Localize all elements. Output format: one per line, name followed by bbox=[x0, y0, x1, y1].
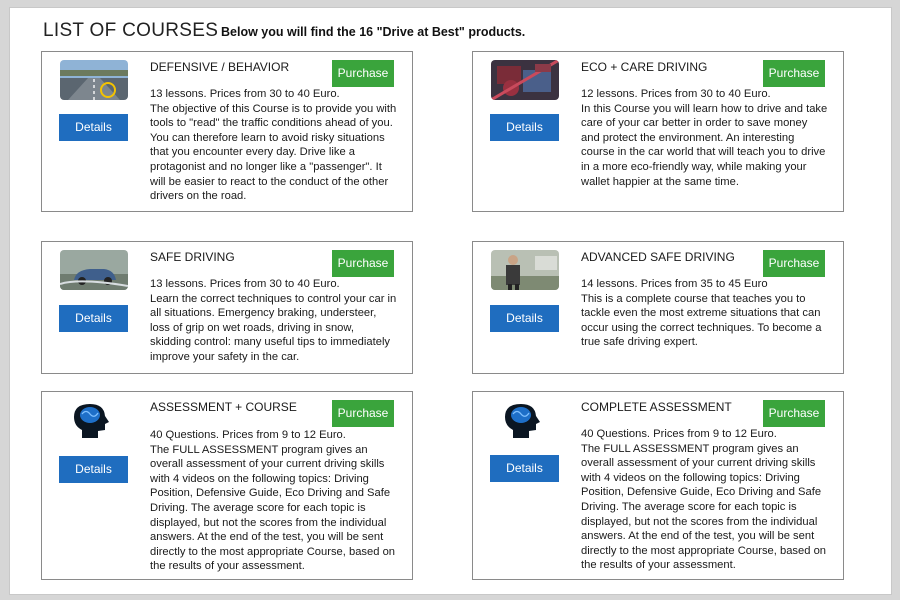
course-description-text: The FULL ASSESSMENT program gives an overall assessment of your current driving skills with 4 videos on the following topics: Driving Position, Defensive Guide, Eco Driving and Safe Driving. The average score for each topic is displayed, but not the scores from the individual answers. At the end of the test, you will be sent directly to the most appropriate Course, based on the results of your assessment. bbox=[581, 442, 827, 572]
course-description-text: This is a complete course that teaches you to tackle even the most extreme situations that can occur using the correct techniques. To become a true safe driving expert. bbox=[581, 292, 822, 349]
course-card-complete-assessment bbox=[472, 391, 844, 580]
instructor-icon bbox=[491, 250, 559, 290]
course-lessons: 13 lessons. Prices from 30 to 40 Euro. bbox=[150, 278, 340, 290]
course-title: COMPLETE ASSESSMENT bbox=[581, 400, 732, 414]
brain-head-icon bbox=[491, 400, 559, 440]
course-description bbox=[150, 428, 398, 574]
course-title: ASSESSMENT + COURSE bbox=[150, 400, 297, 414]
purchase-button[interactable]: Purchase bbox=[763, 60, 825, 87]
purchase-button[interactable]: Purchase bbox=[332, 400, 394, 427]
brain-head-icon bbox=[60, 400, 128, 440]
course-description-text: The objective of this Course is to provide you with tools to "read" the traffic conditions ahead of you. You can therefore learn to avoid risky situations that you encounter every day. Drive like a protagonist and no longer like a "passenger". It will be easier to react to the conduct of the other drivers on the road. bbox=[150, 102, 397, 203]
course-title: ADVANCED SAFE DRIVING bbox=[581, 250, 735, 264]
course-description bbox=[150, 277, 398, 365]
car-icon bbox=[60, 250, 128, 290]
course-card-advanced bbox=[472, 241, 844, 374]
course-lessons: 40 Questions. Prices from 9 to 12 Euro. bbox=[150, 429, 346, 441]
purchase-button[interactable]: Purchase bbox=[332, 250, 394, 277]
details-button[interactable]: Details bbox=[59, 305, 128, 332]
road-icon bbox=[60, 60, 128, 100]
course-title: ECO + CARE DRIVING bbox=[581, 60, 708, 74]
course-description bbox=[581, 427, 829, 573]
course-description-text: The FULL ASSESSMENT program gives an overall assessment of your current driving skills with 4 videos on the following topics: Driving Position, Defensive Guide, Eco Driving and Safe Driving. The average score for each topic is displayed, but not the scores from the individual answers. At the end of the test, you will be sent directly to the most appropriate Course, based on the results of your assessment. bbox=[150, 443, 396, 573]
course-description bbox=[150, 87, 398, 204]
course-card-assessment-course bbox=[41, 391, 413, 580]
details-button[interactable]: Details bbox=[490, 305, 559, 332]
course-card-defensive bbox=[41, 51, 413, 212]
details-button[interactable]: Details bbox=[59, 456, 128, 483]
course-lessons: 40 Questions. Prices from 9 to 12 Euro. bbox=[581, 428, 777, 440]
course-card-safe bbox=[41, 241, 413, 374]
course-title: SAFE DRIVING bbox=[150, 250, 235, 264]
course-lessons: 12 lessons. Prices from 30 to 40 Euro. bbox=[581, 88, 771, 100]
details-button[interactable]: Details bbox=[490, 455, 559, 482]
course-title: DEFENSIVE / BEHAVIOR bbox=[150, 60, 290, 74]
page-subtitle: Below you will find the 16 "Drive at Best" products. bbox=[221, 25, 526, 39]
purchase-button[interactable]: Purchase bbox=[763, 400, 825, 427]
course-description-text: Learn the correct techniques to control your car in all situations. Emergency braking, understeer, loss of grip on wet roads, driving in snow, skidding control: many useful tips to immediately improve your safety in the car. bbox=[150, 292, 397, 363]
engine-icon bbox=[491, 60, 559, 100]
course-card-eco bbox=[472, 51, 844, 212]
details-button[interactable]: Details bbox=[490, 114, 559, 141]
course-lessons: 13 lessons. Prices from 30 to 40 Euro. bbox=[150, 88, 340, 100]
page-title: LIST OF COURSES bbox=[43, 20, 219, 41]
course-description bbox=[581, 277, 829, 350]
details-button[interactable]: Details bbox=[59, 114, 128, 141]
purchase-button[interactable]: Purchase bbox=[763, 250, 825, 277]
course-lessons: 14 lessons. Prices from 35 to 45 Euro bbox=[581, 278, 768, 290]
course-description bbox=[581, 87, 829, 189]
course-description-text: In this Course you will learn how to drive and take care of your car better in order to save money and protect the environment. An interesting course in the car world that will teach you to drive in a more eco-friendly way, while making your wallet happier at the same time. bbox=[581, 102, 828, 188]
purchase-button[interactable]: Purchase bbox=[332, 60, 394, 87]
